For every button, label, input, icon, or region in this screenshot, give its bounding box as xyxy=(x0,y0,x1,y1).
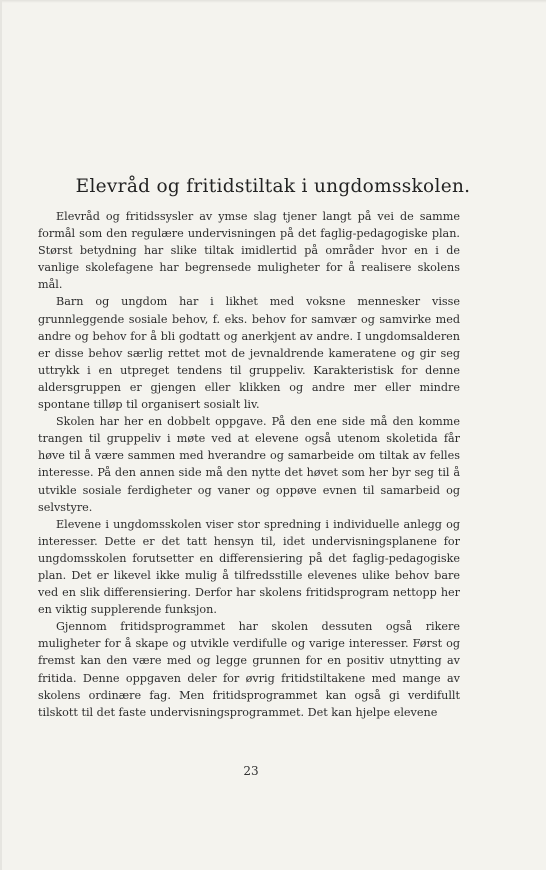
page-title: Elevråd og fritidstiltak i ungdomsskolen. xyxy=(75,176,471,197)
page-top-edge xyxy=(0,0,546,3)
paragraph-5: Gjennom fritidsprogrammet har skolen dessuten også rikere muligheter for å skape og utvikle verdifulle og varige interesser. Først og fremst kan den være med og legge grunnen for en positiv utnytting av fritida. Denne oppgaven deler for øvrig fritidstiltakene med mange av skolens ordinære fag. Men fritidsprogrammet kan også gi verdifullt tilskott til det faste undervisningsprogrammet. Det kan hjelpe elevene xyxy=(38,620,460,719)
page-number: 23 xyxy=(243,764,259,778)
body-text xyxy=(38,208,460,721)
paragraph-3: Skolen har her en dobbelt oppgave. På den ene side må den komme trangen til gruppeliv i møte ved at elevene også utenom skoletida får høve til å være sammen med hverandre og samarbeide om tiltak av felles interesse. På den annen side må den nytte det høvet som her byr seg til å utvikle sosiale ferdigheter og vaner og oppøve evnen til samarbeid og selvstyre. xyxy=(38,415,460,514)
paragraph-1: Elevråd og fritidssysler av ymse slag tjener langt på vei de samme formål som den regulære undervisningen på det faglig-pedagogiske plan. Størst betydning har slike tiltak imidlertid på områder hvor en i de vanlige skolefagene har begrensede muligheter for å realisere skolens mål. xyxy=(38,210,460,292)
paragraph-2: Barn og ungdom har i likhet med voksne mennesker visse grunnleggende sosiale behov, f. eks. behov for samvær og samvirke med andre og behov for å bli godtatt og anerkjent av andre. I ungdomsalderen er disse behov særlig rettet mot de jevnaldrende kameratene og gir seg uttrykk i en utpreget tendens til gruppeliv. Karakteristisk for denne aldersgruppen er gjengen eller klikken og andre mer eller mindre spontane tilløp til organisert sosialt liv. xyxy=(38,295,460,412)
paragraph-4: Elevene i ungdomsskolen viser stor spredning i individuelle anlegg og interesser. Dette er det tatt hensyn til, idet undervisningsplanene for ungdomsskolen forutsetter en differensiering på det faglig-pedagogiske plan. Det er likevel ikke mulig å tilfredsstille elevenes ulike behov bare ved en slik differensiering. Derfor har skolens fritidsprogram nettopp her en viktig supplerende funksjon. xyxy=(38,517,460,617)
page-left-edge xyxy=(0,0,2,870)
